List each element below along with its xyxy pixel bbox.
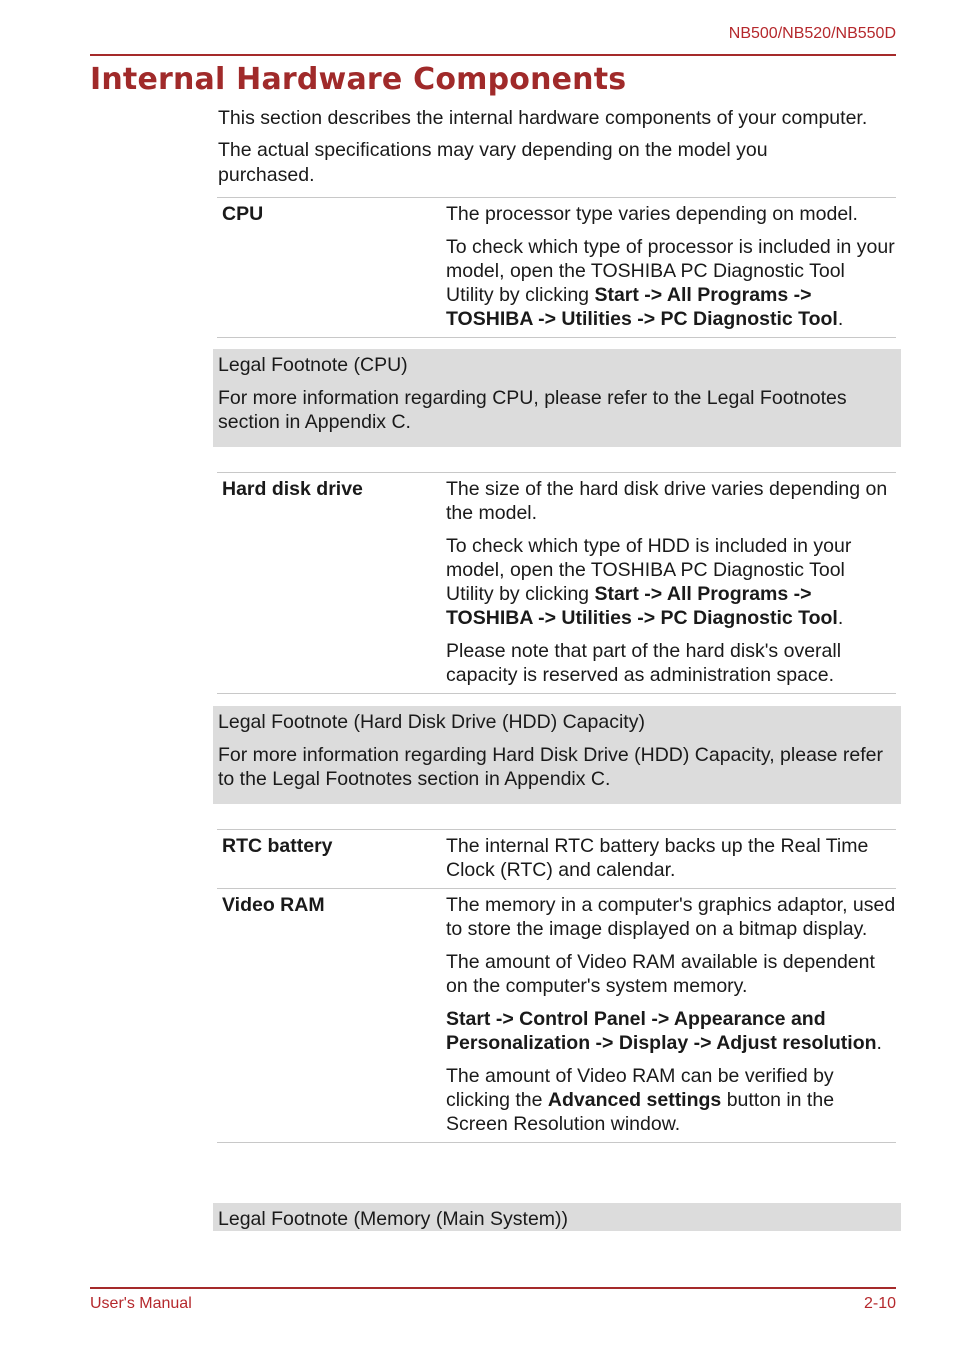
spec-table-hdd (217, 472, 896, 694)
desc-text: button in the Screen Resolution window. (446, 1089, 835, 1135)
desc-paragraph (446, 1007, 896, 1055)
desc-paragraph: Please note that part of the hard disk's overall capacity is reserved as administration space. (446, 640, 842, 686)
spec-description (441, 198, 896, 337)
spec-row-cpu (217, 197, 896, 338)
intro-2 (218, 138, 818, 188)
desc-paragraph (446, 534, 896, 630)
spec-description (441, 889, 896, 1142)
desc-paragraph (446, 235, 896, 331)
legal-footnote-hdd (213, 706, 901, 804)
footnote-title: Legal Footnote (Hard Disk Drive (HDD) Capacity) (218, 711, 645, 733)
desc-text: . (876, 1032, 882, 1054)
spec-term: Hard disk drive (222, 478, 363, 500)
header-rule (90, 54, 896, 56)
footer-rule (90, 1287, 896, 1289)
intro-paragraph-1: This section describes the internal hardware components of your computer. (218, 107, 868, 129)
button-reference: Advanced settings (547, 1089, 722, 1111)
legal-footnote-memory (213, 1203, 901, 1231)
desc-text: . (837, 308, 844, 330)
page-header-model: NB500/NB520/NB550D (728, 25, 896, 42)
intro (218, 106, 908, 131)
spec-term: RTC battery (222, 835, 333, 857)
menu-path: Start -> All Programs -> TOSHIBA -> Utilities -> PC Diagnostic Tool (446, 284, 838, 330)
spec-description (441, 830, 896, 888)
spec-term: CPU (222, 203, 264, 225)
spec-row-hdd (217, 472, 896, 694)
footnote-title: Legal Footnote (CPU) (218, 354, 408, 376)
intro-paragraph-2: The actual specifications may vary depending on the model you purchased. (218, 139, 768, 186)
footer-page-number: 2-10 (863, 1295, 896, 1312)
spec-table-cpu (217, 197, 896, 338)
desc-paragraph: The internal RTC battery backs up the Real Time Clock (RTC) and calendar. (446, 835, 869, 881)
desc-text: The amount of Video RAM can be verified by clicking the (446, 1065, 834, 1111)
footnote-body: For more information regarding CPU, please refer to the Legal Footnotes section in Appendix C. (218, 387, 847, 433)
menu-path: Start -> All Programs -> TOSHIBA -> Utilities -> PC Diagnostic Tool (446, 583, 838, 629)
desc-text: To check which type of HDD is included in your model, open the TOSHIBA PC Diagnostic Tool Utility by clicking (446, 535, 852, 605)
desc-text: . (837, 607, 844, 629)
footnote-title: Legal Footnote (Memory (Main System)) (218, 1208, 569, 1230)
page-title: Internal Hardware Components (90, 62, 627, 97)
spec-row-vram (217, 888, 896, 1143)
desc-paragraph: The amount of Video RAM available is dependent on the computer's system memory. (446, 951, 875, 997)
footnote-body: For more information regarding Hard Disk Drive (HDD) Capacity, please refer to the Legal Footnotes section in Appendix C. (218, 744, 884, 790)
desc-text: To check which type of processor is included in your model, open the TOSHIBA PC Diagnostic Tool Utility by clicking (446, 236, 895, 306)
desc-paragraph (446, 1064, 896, 1136)
spec-row-rtc (217, 829, 896, 888)
desc-paragraph: The processor type varies depending on model. (446, 203, 858, 225)
menu-path: Start -> Control Panel -> Appearance and Personalization -> Display -> Adjust resolution (446, 1008, 877, 1054)
spec-table-rtc-vram (217, 829, 896, 1143)
footer-manual-title: User's Manual (90, 1295, 192, 1312)
desc-paragraph: The size of the hard disk drive varies depending on the model. (446, 478, 888, 524)
legal-footnote-cpu (213, 349, 901, 447)
spec-description (441, 473, 896, 693)
spec-term: Video RAM (222, 894, 325, 916)
desc-paragraph: The memory in a computer's graphics adaptor, used to store the image displayed on a bitmap display. (446, 894, 896, 940)
